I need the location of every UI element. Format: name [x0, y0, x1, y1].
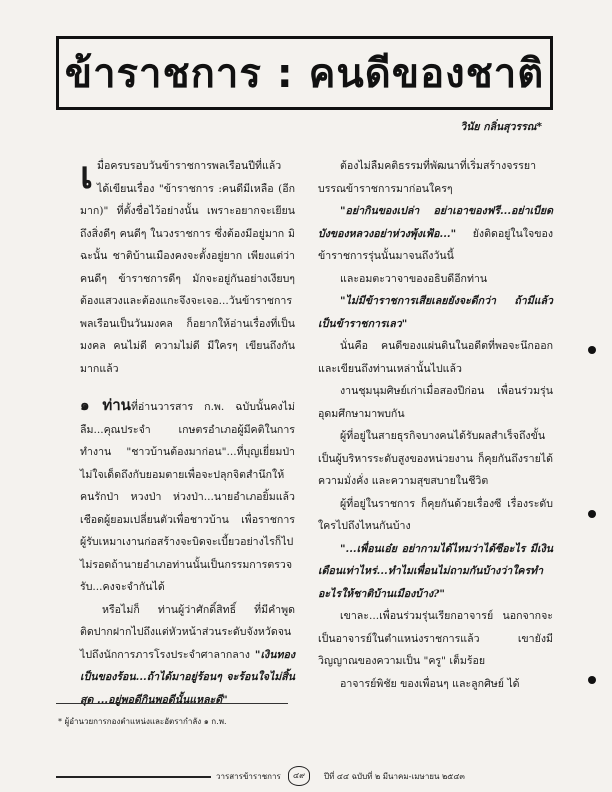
paragraph-r1 — [318, 155, 553, 200]
footer-rule — [56, 776, 211, 778]
paragraph-3-text: หรือไม่ก็ ท่านผู้ว่าศักดิ์สิทธิ์ ที่มีคำพูดติดปากฝากไปถึงแต่หัวหน้าส่วนระดับจังหวัดจนไปถึงนักการภารโรงประจำศาลากลาง — [80, 603, 295, 661]
paragraph-1 — [80, 155, 295, 380]
paragraph-r1-quote — [318, 200, 553, 268]
binder-hole-icon — [588, 510, 596, 518]
article-title: ข้าราชการ : คนดีของชาติ — [64, 51, 545, 97]
paragraph-r2: และอมตะวาจาของอธิบดีอีกท่าน — [340, 272, 488, 285]
paragraph-r1-text: ต้องไม่ลืมคติธรรมที่พัฒนาที่เริ่มสร้างจรรยาบรรณข้าราชการมาก่อนใครๆ — [318, 160, 537, 195]
journal-name: วารสารข้าราชการ — [216, 772, 281, 781]
paragraph-r3: นั่นคือ คนดีของแผ่นดินในอดีตที่พอจะนึกออกและเขียนถึงท่านเหล่านั้นไปแล้ว — [318, 340, 553, 375]
paragraph-2-lead: ๑ ท่าน — [80, 396, 131, 414]
paragraph-r7: เขาละ...เพื่อนร่วมรุ่นเรียกอาจารย์ นอกจากจะเป็นอาจารย์ในตำแหน่งราชการแล้ว เขายังมีวิญญาณของความเป็น "ครู" เต็มร้อย — [318, 610, 553, 667]
paragraph-2 — [80, 394, 295, 599]
quote-r1: "อย่ากินของเปล่า อย่าเอาของฟรี...อย่าเบียดบังของหลวงอย่าห่วงพุ้งเฟ้อ..." — [318, 205, 553, 240]
title-box — [56, 36, 553, 110]
paragraph-r4: งานชุมนุมศิษย์เก่าเมื่อสองปีก่อน เพื่อนร่วมรุ่นอุดมศึกษามาพบกัน — [318, 385, 553, 420]
author-name: วินัย กลิ่นสุวรรณ* — [460, 121, 542, 133]
paragraph-r6: ผู้ที่อยู่ในราชการ ก็คุยกันด้วยเรื่องซี เรื่องระดับ ใครไปถึงไหนกันบ้าง — [318, 497, 553, 532]
quote-r6: "...เพื่อนเอ๋ย อย่ากามได้ไหมว่าได้ซีอะไร มีเงินเดือนเท่าไหร่...ทำไมเพื่อนไม่ถามกันบ้างว่าใครทำอะไรให้ชาติบ้านเมืองบ้าง?" — [318, 542, 553, 600]
footnote: * ผู้อำนวยการกองตำแหน่งและอัตรากำลัง ๑ ก.พ. — [58, 717, 227, 726]
drop-cap: เ — [80, 153, 93, 197]
paragraph-3 — [80, 599, 295, 712]
paragraph-r1-tail: ยังติดอยู่ในใจของข้าราชการรุ่นนั้นมาจนถึงวันนี้ — [318, 227, 553, 262]
paragraph-1-text: มื่อครบรอบวันข้าราชการพลเรือนปีที่แล้ว ได้เขียนเรื่อง "ข้าราชการ :คนดีมีเหลือ (อีกมาก)" ที่ตั้งชื่อไว้อย่างนั้น เพราะอยากจะเยียนถึงสิ่งดีๆ คนดีๆ ในวงราชการ ซึ่งต้องมีอยู่มาก มิฉะนั้น ชาติบ้านเมืองคงจะตั้งอยู่ยาก เพียงแต่ว่าคนดีๆ ข้าราชการดีๆ มักจะอยู่กันอย่างเงียบๆ ต้องแสวงและต้องแกะจึงจะเจอ...วันข้าราชการพลเรือนเป็นวันมงคล ก็อยากให้อ่านเรื่องที่เป็นมงคล คนไม่ดี ความไม่ดี มีใครๆ เขียนถึงกันมากแล้ว — [80, 160, 295, 375]
paragraph-r8: อาจารย์พิชัย ของเพื่อนๆ และลูกศิษย์ ได้ — [340, 677, 520, 690]
page-number: ๔๙ — [288, 766, 310, 786]
left-column — [80, 155, 295, 711]
binder-hole-icon — [588, 346, 596, 354]
issue-info: ปีที่ ๔๔ ฉบับที่ ๒ มีนาคม-เมษายน ๒๕๔๓ — [324, 772, 465, 781]
paragraph-3-quote: "เงินทองเป็นของร้อน...ถ้าได้มาอยู่ร้อนๆ จะร้อนใจไม่สิ้นสุด ...อยู่พอดีกินพอดีนั้นแหละดี" — [80, 648, 295, 706]
paragraph-r5: ผู้ที่อยู่ในสายธุรกิจบางคนได้รับผลสำเร็จถึงขั้นเป็นผู้บริหารระดับสูงของหน่วยงาน ก็คุยกันถึงรายได้ ความมั่งคั่ง และความสุขสบายในชีวิต — [318, 430, 553, 487]
footnote-divider — [56, 703, 288, 704]
quote-r2: "ไม่มีข้าราชการเสียเลยยังจะดีกว่า ถ้ามีแล้วเป็นข้าราชการเลว" — [318, 295, 553, 330]
paragraph-2-text: ที่อ่านวารสาร ก.พ. ฉบับนั้นคงไม่ลืม...คุณประจำ เกษตรอำเภอผู้มีคติในการทำงาน "ชาวบ้านต้องมาก่อน"...ที่บุญเยี่ยมป่าไม่ใจเด็ดถึงกับยอมตายเพื่อจะปลุกจิตสำนึกให้คนรักป่า หวงป่า ห่วงป่า...นายอำเภอยิ้มแล้วเชือดผู้ยอมเปลี่ยนตัวเพื่อชาวบ้าน เพื่อราชการผู้รับเหมาเงานก่อสร้างจะบิดจะเบี้ยวอย่างไรก็ไปไม่รอดถ้านายอำเภอท่านนั้นเป็นกรรมการตรวจรับ...คงจะจำกันได้ — [80, 401, 295, 593]
right-column — [318, 155, 553, 695]
binder-hole-icon — [588, 676, 596, 684]
page-footer — [56, 770, 556, 784]
